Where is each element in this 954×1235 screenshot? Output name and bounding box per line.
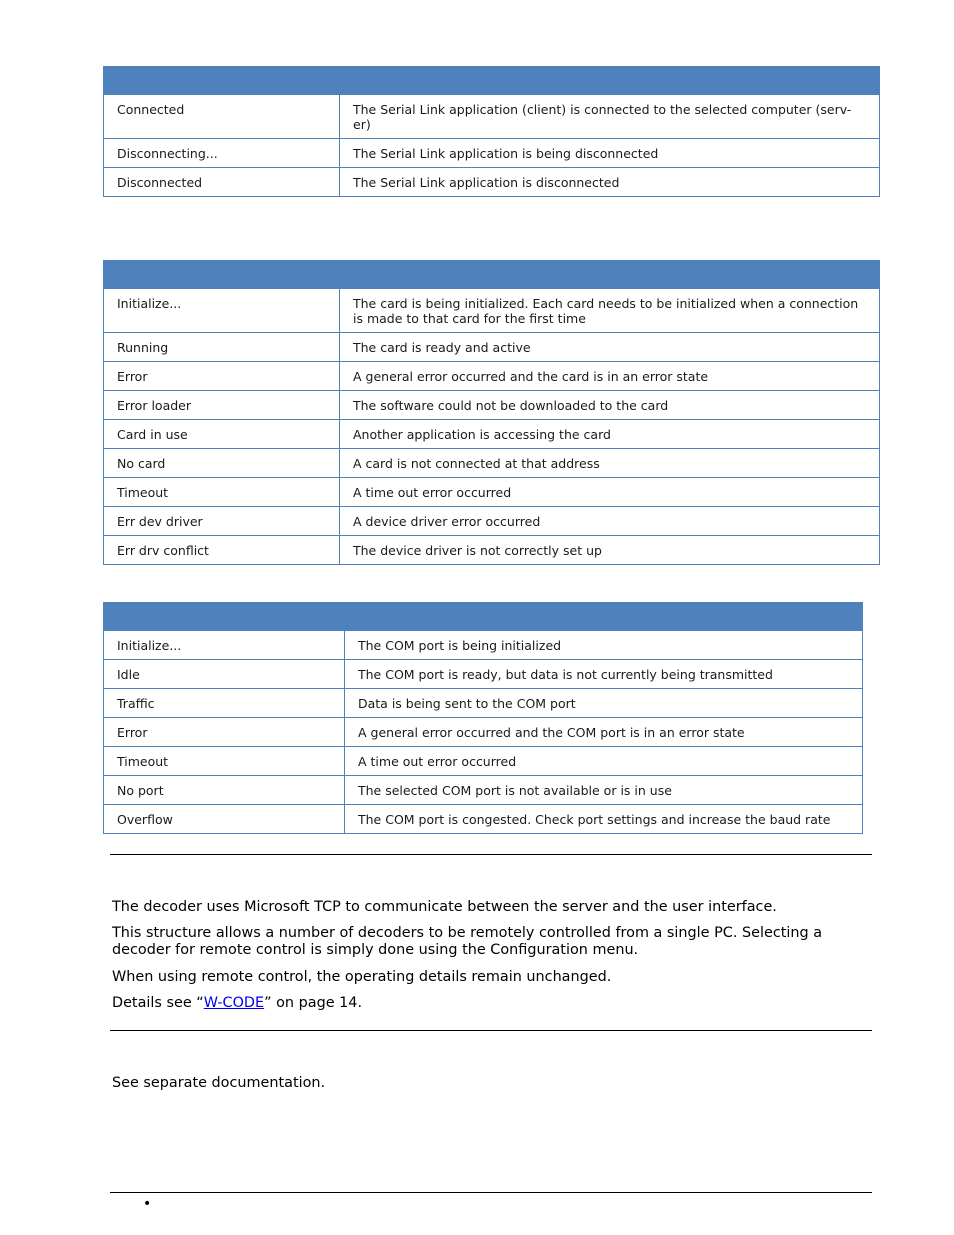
status-cell: Error <box>104 362 340 391</box>
status-cell: Initialize... <box>104 289 340 333</box>
status-cell: Overflow <box>104 805 345 834</box>
remote-control-paragraph-1: The decoder uses Microsoft TCP to communicate between the server and the user interface. <box>112 899 777 915</box>
description-cell: The COM port is being initialized <box>345 631 863 660</box>
description-cell: A time out error occurred <box>345 747 863 776</box>
remote-control-paragraph-2: This structure allows a number of decoders to be remotely controlled from a single PC. Selecting a decoder for remote control is simply done using the Configuration menu. <box>112 925 823 958</box>
details-suffix: ” on page 14. <box>264 995 363 1011</box>
table-row <box>104 536 880 565</box>
table-row <box>104 95 880 139</box>
description-cell: The Serial Link application is being disconnected <box>340 139 880 168</box>
description-cell: A general error occurred and the COM port is in an error state <box>345 718 863 747</box>
status-cell: Timeout <box>104 747 345 776</box>
connection-status-table <box>103 66 880 197</box>
status-cell: Traffic <box>104 689 345 718</box>
description-cell: Another application is accessing the card <box>340 420 880 449</box>
description-cell: The selected COM port is not available or is in use <box>345 776 863 805</box>
footer-divider <box>110 1192 872 1193</box>
table-row <box>104 478 880 507</box>
table-header-bar <box>104 261 880 289</box>
description-cell: The card is ready and active <box>340 333 880 362</box>
status-cell: Initialize... <box>104 631 345 660</box>
status-cell: Err drv conflict <box>104 536 340 565</box>
table-row <box>104 139 880 168</box>
description-cell: The COM port is congested. Check port settings and increase the baud rate <box>345 805 863 834</box>
status-cell: Idle <box>104 660 345 689</box>
status-cell: Error <box>104 718 345 747</box>
table-row <box>104 333 880 362</box>
description-cell: A general error occurred and the card is in an error state <box>340 362 880 391</box>
description-cell: A time out error occurred <box>340 478 880 507</box>
section-divider <box>110 854 872 855</box>
table-row <box>104 449 880 478</box>
description-cell: Data is being sent to the COM port <box>345 689 863 718</box>
status-cell: Disconnecting... <box>104 139 340 168</box>
remote-control-paragraph-3: When using remote control, the operating details remain unchanged. <box>112 969 612 985</box>
description-cell: The device driver is not correctly set up <box>340 536 880 565</box>
description-cell: The Serial Link application (client) is connected to the selected computer (serv- er) <box>340 95 880 139</box>
table-row <box>104 168 880 197</box>
table-header-bar <box>104 603 863 631</box>
table-row <box>104 420 880 449</box>
table-row <box>104 631 863 660</box>
table-row <box>104 689 863 718</box>
documentation-paragraph: See separate documentation. <box>112 1075 326 1091</box>
description-cell: The card is being initialized. Each card needs to be initialized when a connection is made to that card for the first time <box>340 289 880 333</box>
status-cell: Disconnected <box>104 168 340 197</box>
table-row <box>104 362 880 391</box>
details-reference <box>112 995 874 1012</box>
status-cell: Error loader <box>104 391 340 420</box>
description-cell: The software could not be downloaded to the card <box>340 391 880 420</box>
com-port-status-table <box>103 602 863 834</box>
table-header-row <box>104 603 863 631</box>
card-status-table <box>103 260 880 565</box>
table-row <box>104 776 863 805</box>
section-divider <box>110 1030 872 1031</box>
status-cell: No card <box>104 449 340 478</box>
description-cell: A card is not connected at that address <box>340 449 880 478</box>
description-cell: A device driver error occurred <box>340 507 880 536</box>
table-row <box>104 805 863 834</box>
status-cell: Err dev driver <box>104 507 340 536</box>
table-header-row <box>104 261 880 289</box>
status-cell: Timeout <box>104 478 340 507</box>
description-cell: The COM port is ready, but data is not currently being transmitted <box>345 660 863 689</box>
table-row <box>104 507 880 536</box>
table-row <box>104 747 863 776</box>
table-row <box>104 660 863 689</box>
status-cell: Card in use <box>104 420 340 449</box>
table-row <box>104 289 880 333</box>
footer-bullet: • <box>143 1196 152 1212</box>
table-row <box>104 718 863 747</box>
status-cell: No port <box>104 776 345 805</box>
w-code-link[interactable]: W-CODE <box>203 995 265 1011</box>
table-header-bar <box>104 67 880 95</box>
description-cell: The Serial Link application is disconnected <box>340 168 880 197</box>
table-row <box>104 391 880 420</box>
status-cell: Running <box>104 333 340 362</box>
details-prefix: Details see “ <box>112 995 204 1011</box>
table-header-row <box>104 67 880 95</box>
status-cell: Connected <box>104 95 340 139</box>
